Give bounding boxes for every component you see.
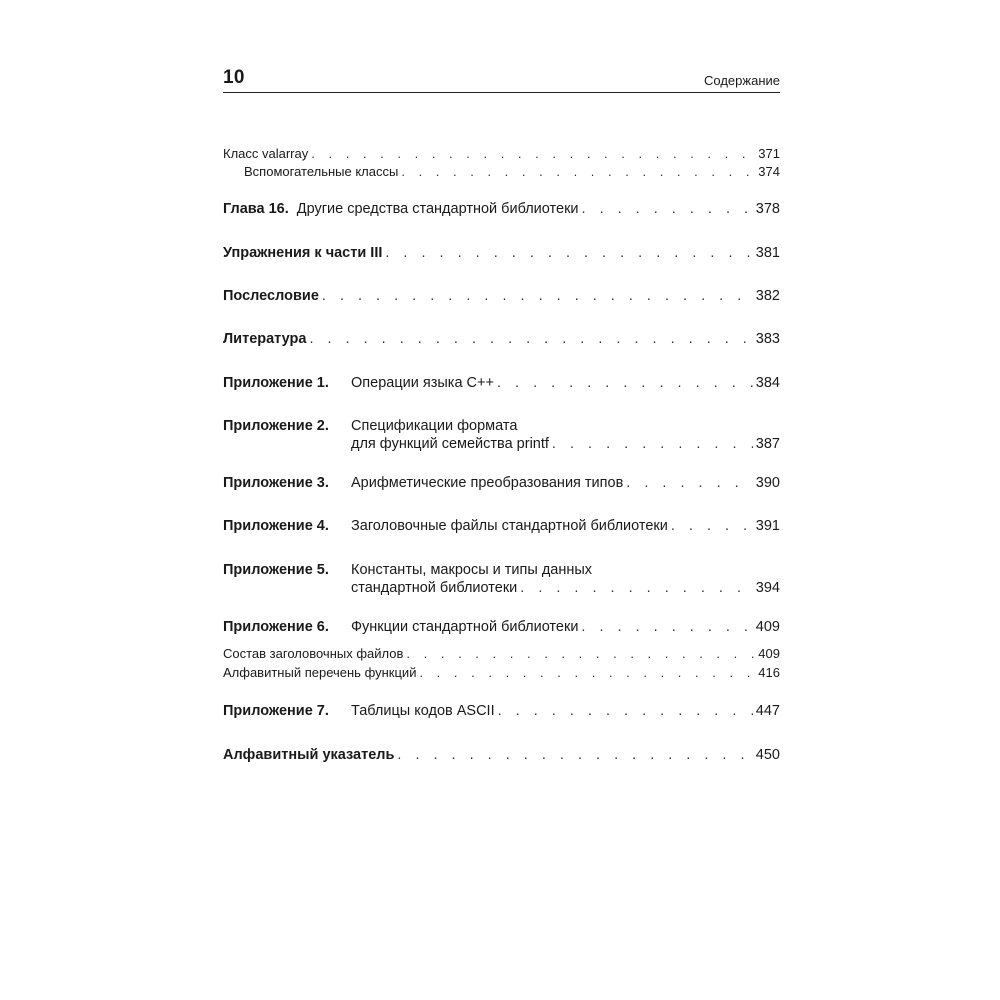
toc-leader: [497, 375, 753, 391]
toc-entry-prefix: Приложение 4.: [223, 518, 329, 534]
toc-page-number: 416: [758, 665, 780, 680]
toc-leader: [581, 619, 752, 635]
toc-entry-label: Литература: [223, 331, 307, 347]
toc-entry-helper-classes[interactable]: [244, 164, 780, 179]
toc-leader: [520, 580, 753, 596]
toc-entry-appendix-7[interactable]: [223, 703, 780, 719]
toc-entry-title-line2: стандартной библиотеки: [351, 580, 518, 596]
toc-leader: [401, 164, 755, 179]
page-number: 10: [223, 67, 245, 88]
toc-entry-label: Класс valarray: [223, 146, 309, 161]
toc-page-number: 409: [758, 646, 780, 661]
toc-page-number: 371: [758, 146, 780, 161]
toc-entry-prefix: Приложение 3.: [223, 475, 329, 491]
toc-entry-afterword[interactable]: [223, 288, 780, 304]
toc-page-number: 450: [755, 747, 780, 763]
toc-entry-appendix-3[interactable]: [223, 475, 780, 491]
toc-leader: [311, 146, 755, 161]
toc-leader: [671, 518, 753, 534]
toc-entry-title: Заголовочные файлы стандартной библиотеки: [351, 518, 668, 534]
toc-leader: [498, 703, 753, 719]
toc-entry-headers-contents[interactable]: [223, 646, 780, 661]
toc-leader: [385, 245, 752, 261]
toc-page-number: 383: [755, 331, 780, 347]
book-page: [223, 66, 780, 763]
toc-entry-prefix: Приложение 5.: [223, 562, 329, 578]
toc-entry-label: Послесловие: [223, 288, 319, 304]
toc-entry-prefix: Глава 16.: [223, 201, 289, 217]
toc-entry-index[interactable]: [223, 747, 780, 763]
toc-entry-title: Функции стандартной библиотеки: [351, 619, 579, 635]
toc-entry-appendix-6[interactable]: [223, 619, 780, 635]
toc-page-number: 394: [755, 580, 780, 596]
toc-entry-label: Алфавитный указатель: [223, 747, 395, 763]
toc-entry-title: Операции языка C++: [351, 375, 494, 391]
toc-page-number: 447: [755, 703, 780, 719]
toc-page-number: 382: [755, 288, 780, 304]
toc-entry-appendix-2-continuation[interactable]: [351, 436, 780, 452]
toc-leader: [626, 475, 753, 491]
toc-entry-prefix: Приложение 7.: [223, 703, 329, 719]
page-header: [223, 66, 780, 93]
toc-entry-label: Упражнения к части III: [223, 245, 383, 261]
toc-entry-title: Таблицы кодов ASCII: [351, 703, 495, 719]
toc-leader: [419, 665, 755, 680]
toc-leader: [552, 436, 753, 452]
toc-page-number: 391: [755, 518, 780, 534]
toc-entry-appendix-2[interactable]: [223, 418, 780, 434]
toc-entry-prefix: Приложение 2.: [223, 418, 329, 434]
toc-entry-appendix-5-continuation[interactable]: [351, 580, 780, 596]
toc-page-number: 381: [755, 245, 780, 261]
toc-entry-valarray[interactable]: [223, 146, 780, 161]
toc-entry-prefix: Приложение 1.: [223, 375, 329, 391]
toc-page-number: 409: [755, 619, 780, 635]
toc-entry-label: Состав заголовочных файлов: [223, 646, 404, 661]
toc-entry-label: Алфавитный перечень функций: [223, 665, 417, 680]
toc-entry-chapter-16[interactable]: [223, 201, 780, 217]
toc-entry-title-line1: Спецификации формата: [351, 418, 518, 434]
toc-entry-prefix: Приложение 6.: [223, 619, 329, 635]
toc-leader: [582, 201, 753, 217]
toc-page-number: 378: [755, 201, 780, 217]
toc-leader: [406, 646, 755, 661]
toc-entry-exercises-part-3[interactable]: [223, 245, 780, 261]
toc-entry-alphabetical-functions[interactable]: [223, 665, 780, 680]
toc-page-number: 390: [755, 475, 780, 491]
toc-entry-title: Другие средства стандартной библиотеки: [296, 201, 579, 217]
running-title: Содержание: [704, 73, 780, 88]
toc-entry-literature[interactable]: [223, 331, 780, 347]
toc-entry-label: Вспомогательные классы: [244, 164, 399, 179]
toc-leader: [397, 747, 752, 763]
toc-entry-appendix-4[interactable]: [223, 518, 780, 534]
toc-page-number: 387: [755, 436, 780, 452]
toc-entry-appendix-1[interactable]: [223, 375, 780, 391]
toc-page-number: 374: [758, 164, 780, 179]
toc-page-number: 384: [755, 375, 780, 391]
toc-entry-title-line1: Константы, макросы и типы данных: [351, 562, 593, 578]
toc-entry-title-line2: для функций семейства printf: [351, 436, 549, 452]
toc-entry-title: Арифметические преобразования типов: [351, 475, 624, 491]
toc-entry-appendix-5[interactable]: [223, 562, 780, 578]
toc-leader: [309, 331, 752, 347]
toc-leader: [322, 288, 753, 304]
